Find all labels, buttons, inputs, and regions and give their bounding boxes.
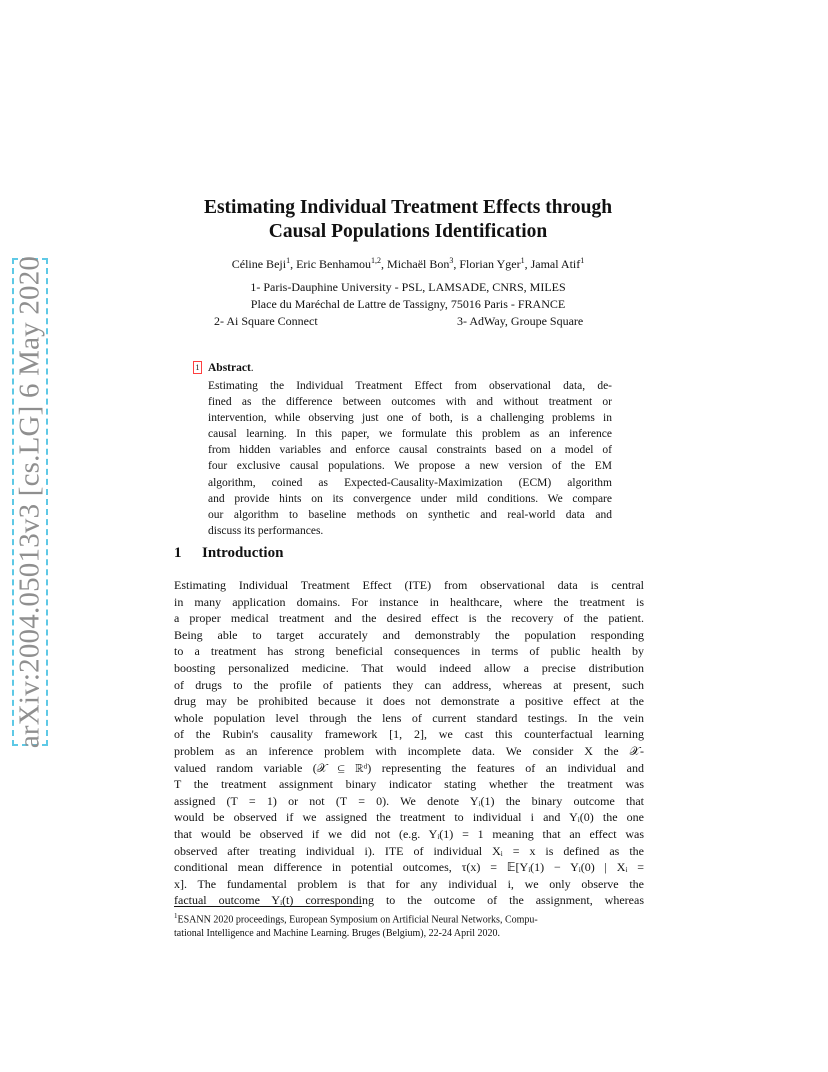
abstract-line: algorithm, coined as Expected-Causality-Maximization (ECM) algorithm — [208, 476, 612, 489]
author-name: Florian Yger — [459, 257, 521, 271]
body-line: problem as an inference problem with incomplete data. We consider X the 𝒳- — [174, 743, 644, 758]
body-line: observed after treating individual i). ITE of individual Xᵢ = x is defined as the — [174, 843, 644, 858]
author-name: Céline Beji — [231, 257, 287, 271]
abstract-heading — [208, 362, 254, 374]
abstract-label: Abstract — [208, 362, 251, 374]
author-separator: , — [453, 257, 460, 271]
footnote-line-1 — [174, 909, 644, 927]
author-separator: , — [381, 257, 388, 271]
body-line: T the treatment assignment binary indicator stating whether the treatment was — [174, 777, 644, 792]
author-affiliation-sup: 1 — [520, 256, 525, 265]
title-line-1: Estimating Individual Treatment Effects through — [203, 197, 613, 218]
affiliation-3: 3- AdWay, Groupe Square — [457, 314, 584, 328]
footnote — [174, 909, 644, 941]
body-line: Estimating Individual Treatment Effect (ITE) from observational data is central — [174, 578, 644, 592]
body-line: factual outcome Yᵢ(t) corresponding to the outcome of the assignment, whereas — [174, 893, 644, 908]
body-line: conditional mean difference in potential outcomes, τ(x) = 𝔼[Yᵢ(1) − Yᵢ(0) | Xᵢ = — [174, 860, 644, 875]
section-number: 1 — [174, 545, 182, 561]
paper-title — [160, 196, 656, 244]
title-line-2: Causal Populations Identification — [268, 221, 548, 242]
author-list — [160, 256, 656, 272]
author-affiliation-sup: 1,2 — [371, 256, 382, 265]
body-line: x]. The fundamental problem is that for any individual i, we only observe the — [174, 876, 644, 891]
abstract-footnote-link[interactable]: 1 — [193, 361, 202, 374]
body-line: whole population level through the lens of current standard testings. In the vein — [174, 710, 644, 725]
section-heading — [174, 545, 283, 562]
section-title: Introduction — [202, 545, 284, 561]
abstract-line: Estimating the Individual Treatment Effect from observational data, de- — [208, 380, 612, 392]
abstract-label-suffix: . — [250, 362, 254, 374]
abstract-line: discuss its performances. — [208, 524, 324, 537]
body-line: valued random variable (𝒳 ⊆ ℝᵈ) representing the features of an individual and — [174, 760, 644, 775]
author-affiliation-sup: 1 — [286, 256, 291, 265]
body-line: Being able to target accurately and demonstrably the population responding — [174, 627, 644, 642]
affiliation-line-1: 1- Paris-Dauphine University - PSL, LAMSADE, CNRS, MILES — [250, 280, 566, 294]
body-line: that would be observed if we did not (e.g. Yᵢ(1) = 1 meaning that an effect was — [174, 826, 644, 841]
body-line: a proper medical treatment and the desired effect is the recovery of the patient. — [174, 611, 644, 626]
author-separator: , — [524, 257, 531, 271]
arxiv-stamp-text: arXiv:2004.05013v3 [cs.LG] 6 May 2020 — [13, 255, 46, 749]
abstract-body — [208, 378, 612, 539]
author-separator: , — [290, 257, 297, 271]
footnote-line-2: tational Intelligence and Machine Learning. Bruges (Belgium), 22-24 April 2020. — [174, 928, 501, 940]
body-line: of drugs to the profile of patients they can address, whereas at present, such — [174, 677, 644, 692]
author-name: Jamal Atif — [530, 257, 581, 271]
body-line: of the Rubin's causality framework [1, 2], we cast this counterfactual learning — [174, 727, 644, 742]
author-affiliation-sup: 1 — [580, 256, 585, 265]
body-line: assigned (T = 1) or not (T = 0). We denote Yᵢ(1) the binary outcome that — [174, 793, 644, 808]
body-line: would be observed if we assigned the treatment to individual i and Yᵢ(0) the one — [174, 810, 644, 825]
footnote-rule — [174, 906, 362, 907]
author-name: Michaël Bon — [387, 257, 450, 271]
abstract-line: fined as the difference between outcomes with and without treatment or — [208, 396, 612, 409]
abstract-line: our algorithm to baseline methods on synthetic and real-world data and — [208, 508, 612, 521]
affiliation-2: 2- Ai Square Connect — [214, 314, 318, 328]
abstract-line: causal learning. In this paper, we formulate this problem as an inference — [208, 428, 612, 441]
body-line: drug may be prohibited because it does not demonstrate a positive effect at the — [174, 694, 644, 709]
body-line: to a treatment has strong beneficial consequences in terms of public health by — [174, 644, 644, 659]
abstract-line: intervention, while observing just one of both, is a challenging problems in — [208, 412, 612, 425]
affiliation-line-2: Place du Maréchal de Lattre de Tassigny, 75016 Paris - FRANCE — [250, 297, 566, 311]
body-line: in many application domains. For instance in healthcare, where the treatment is — [174, 594, 644, 609]
author-affiliation-sup: 3 — [449, 256, 454, 265]
footnote-text-1: ESANN 2020 proceedings, European Symposium on Artificial Neural Networks, Compu- — [177, 914, 538, 926]
footnote-mark: 1 — [174, 912, 178, 920]
abstract-line: four exclusive causal populations. We propose a new version of the EM — [208, 460, 612, 473]
abstract-line: and provide hints on its convergence under mild conditions. We compare — [208, 492, 612, 505]
abstract-line: from hidden variables and enforce causal constraints based on a model of — [208, 444, 612, 457]
arxiv-stamp[interactable] — [12, 255, 48, 749]
introduction-body — [174, 577, 644, 909]
body-line: boosting personalized medicine. That would indeed allow a precise distribution — [174, 660, 644, 675]
author-name: Eric Benhamou — [296, 257, 372, 271]
